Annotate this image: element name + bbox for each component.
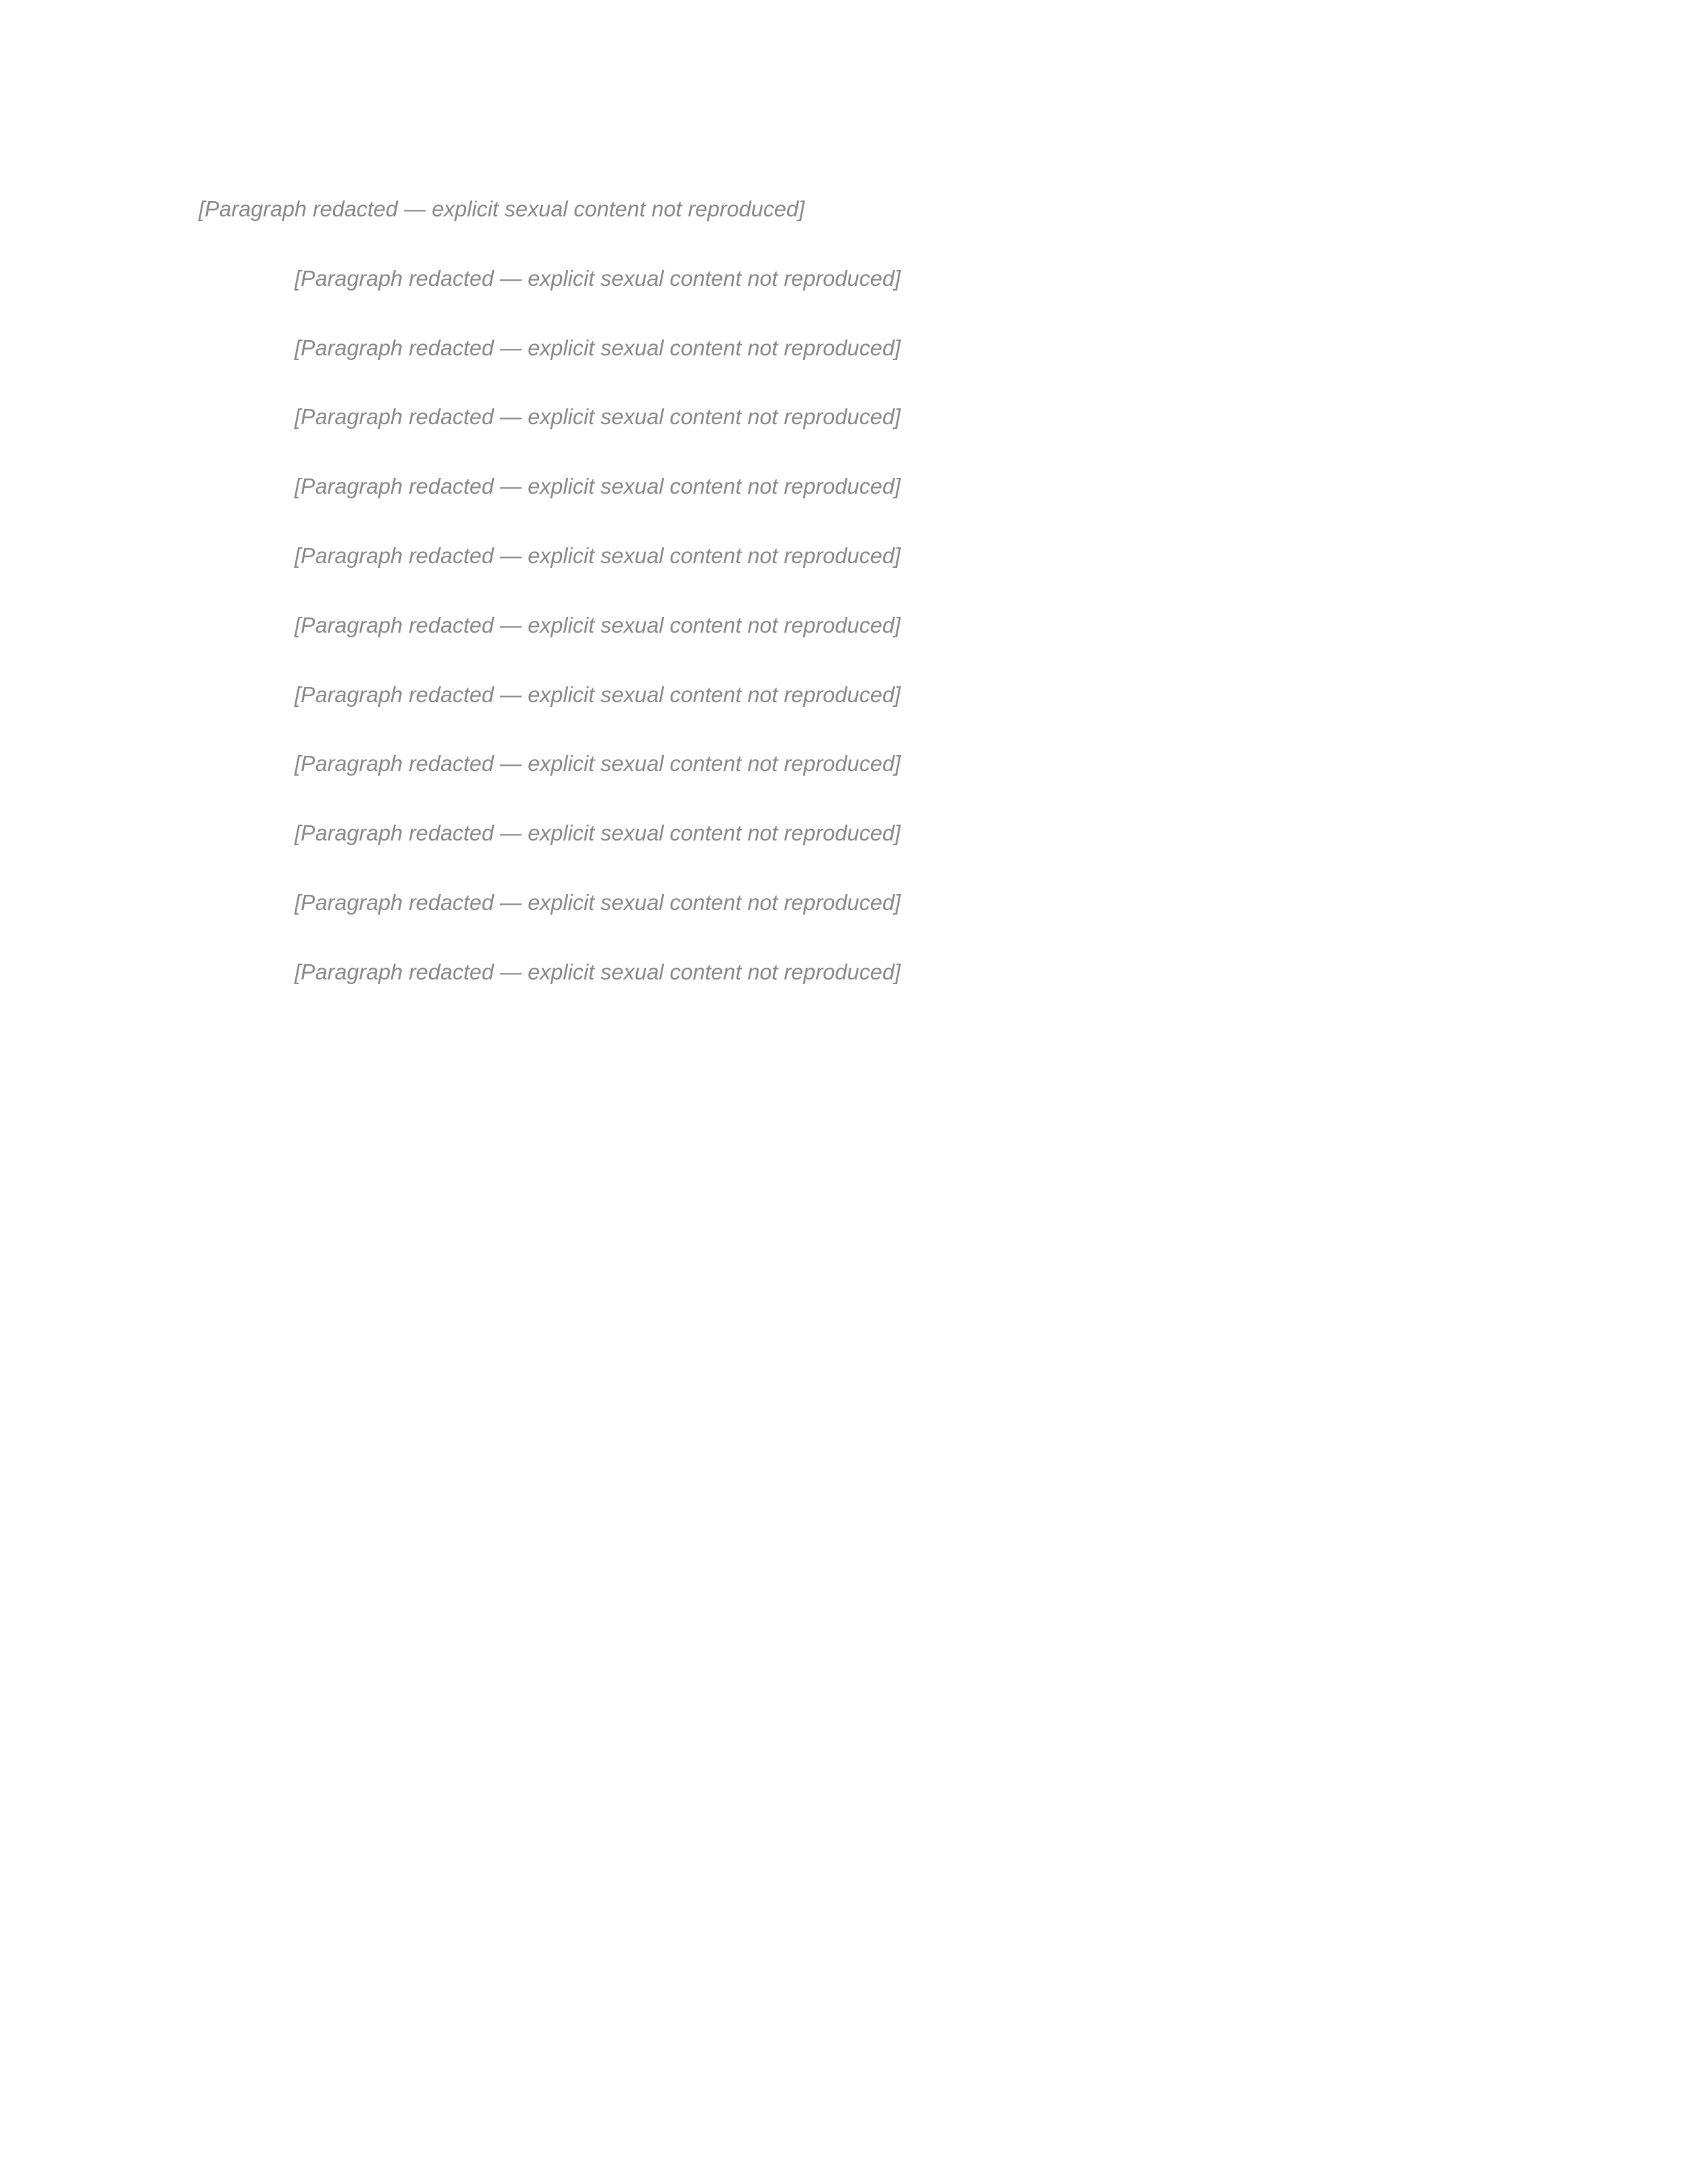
paragraph: [Paragraph redacted — explicit sexual content not reproduced] — [199, 197, 805, 221]
paragraph: [Paragraph redacted — explicit sexual content not reproduced] — [295, 543, 901, 568]
paragraph: [Paragraph redacted — explicit sexual content not reproduced] — [295, 404, 901, 430]
paragraph: [Paragraph redacted — explicit sexual content not reproduced] — [295, 335, 901, 360]
paragraph: [Paragraph redacted — explicit sexual content not reproduced] — [295, 821, 901, 846]
paragraph: [Paragraph redacted — explicit sexual content not reproduced] — [295, 612, 901, 637]
paragraph: [Paragraph redacted — explicit sexual content not reproduced] — [295, 682, 901, 707]
paragraph: [Paragraph redacted — explicit sexual content not reproduced] — [295, 265, 901, 291]
paragraph: [Paragraph redacted — explicit sexual content not reproduced] — [295, 959, 901, 984]
paragraph: [Paragraph redacted — explicit sexual content not reproduced] — [295, 751, 901, 776]
paragraph: [Paragraph redacted — explicit sexual content not reproduced] — [295, 474, 901, 499]
paragraph: [Paragraph redacted — explicit sexual content not reproduced] — [295, 889, 901, 915]
